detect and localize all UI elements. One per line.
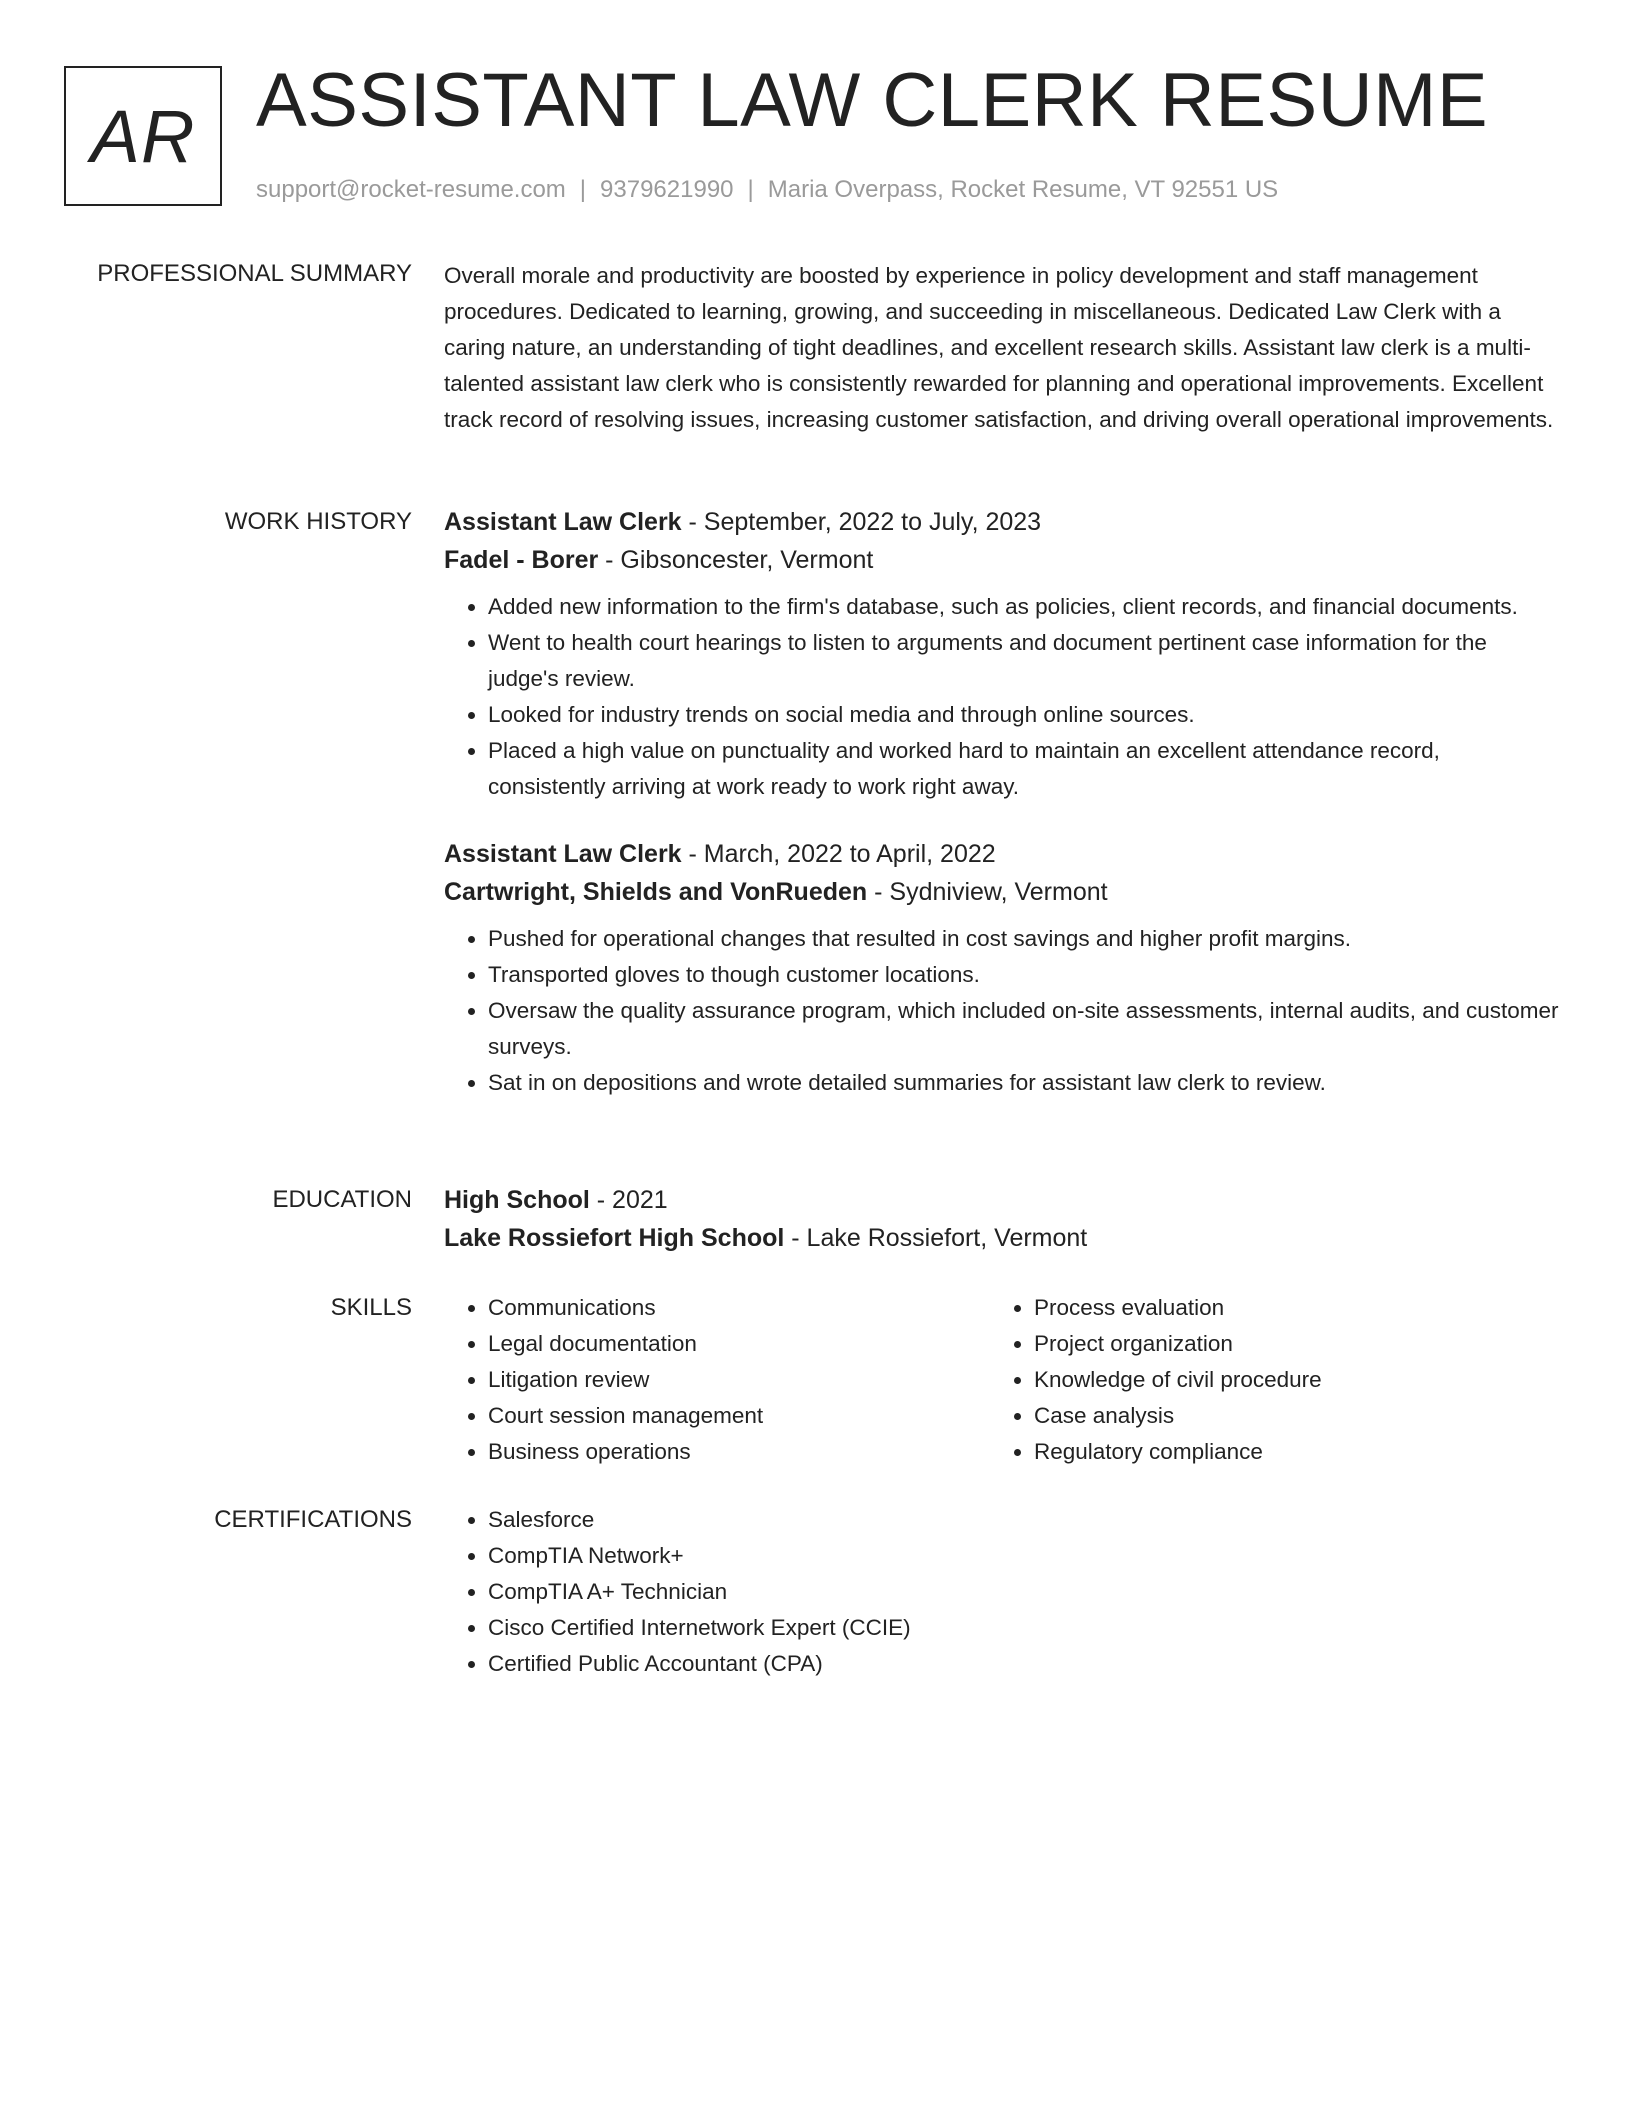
contact-email[interactable]: support@rocket-resume.com bbox=[256, 176, 566, 203]
job-company-line bbox=[444, 873, 1560, 911]
skill-item: • Knowledge of civil procedure bbox=[1034, 1362, 1536, 1398]
contact-separator: | bbox=[747, 176, 754, 203]
job-location: - Gibsoncester, Vermont bbox=[598, 546, 874, 574]
job-location: - Sydniview, Vermont bbox=[867, 878, 1108, 906]
certification-item: • Cisco Certified Internetwork Expert (CCIE) bbox=[488, 1610, 1388, 1646]
skill-item: • Litigation review bbox=[488, 1362, 990, 1398]
job-bullet: • Oversaw the quality assurance program, which included on-site assessments, internal audits, and customer surveys. bbox=[488, 993, 1560, 1065]
section-label-summary: PROFESSIONAL SUMMARY bbox=[97, 260, 412, 287]
education-school-line bbox=[444, 1219, 1560, 1257]
monogram-badge: AR bbox=[64, 66, 222, 206]
contact-address: Maria Overpass, Rocket Resume, VT 92551 US bbox=[767, 176, 1279, 203]
contact-phone[interactable]: 9379621990 bbox=[600, 176, 734, 203]
skill-item: • Project organization bbox=[1034, 1326, 1536, 1362]
skill-item: • Case analysis bbox=[1034, 1398, 1536, 1434]
section-label-certifications: CERTIFICATIONS bbox=[214, 1506, 412, 1533]
contact-separator: | bbox=[579, 176, 587, 203]
job-bullet: • Looked for industry trends on social media and through online sources. bbox=[488, 697, 1560, 733]
skill-item: • Process evaluation bbox=[1034, 1290, 1536, 1326]
job-title: Assistant Law Clerk bbox=[444, 840, 682, 868]
job-bullet: • Placed a high value on punctuality and worked hard to maintain an excellent attendance record, consistently arriving at work ready to work right away. bbox=[488, 733, 1560, 805]
skill-item: • Court session management bbox=[488, 1398, 990, 1434]
job-bullet: • Pushed for operational changes that resulted in cost savings and higher profit margins. bbox=[488, 921, 1560, 957]
job-bullets bbox=[444, 921, 1560, 1101]
job-bullets bbox=[444, 589, 1560, 805]
job-title: Assistant Law Clerk bbox=[444, 508, 682, 536]
job-bullet: • Transported gloves to though customer locations. bbox=[488, 957, 1560, 993]
job-entry bbox=[444, 835, 1560, 1101]
certification-item: • CompTIA Network+ bbox=[488, 1538, 1388, 1574]
skill-item: • Communications bbox=[488, 1290, 990, 1326]
certification-item: • Salesforce bbox=[488, 1502, 1388, 1538]
job-dates: - March, 2022 to April, 2022 bbox=[681, 840, 996, 868]
skill-item: • Regulatory compliance bbox=[1034, 1434, 1536, 1470]
education-degree-line bbox=[444, 1181, 1560, 1219]
job-company-line bbox=[444, 541, 1560, 579]
summary-text: Overall morale and productivity are boosted by experience in policy development and staff management procedures. Dedicated to learning, growing, and succeeding in miscellaneous. Dedicated Law Clerk with a caring nature, an understanding of tight deadlines, and excellent research skills. Assistant law clerk is a multi-talented assistant law clerk who is consistently rewarded for planning and operational improvements. Excellent track record of resolving issues, increasing customer satisfaction, and driving overall operational improvements. bbox=[444, 263, 1554, 432]
section-label-education: EDUCATION bbox=[272, 1186, 412, 1213]
job-bullet: • Went to health court hearings to listen to arguments and document pertinent case information for the judge's review. bbox=[488, 625, 1560, 697]
certifications-list bbox=[444, 1502, 1388, 1682]
certifications-column bbox=[444, 1502, 1560, 1682]
job-company: Fadel - Borer bbox=[444, 546, 599, 574]
skill-item: • Legal documentation bbox=[488, 1326, 990, 1362]
skill-item: • Business operations bbox=[488, 1434, 990, 1470]
job-title-line bbox=[444, 503, 1560, 541]
section-label-work-history: WORK HISTORY bbox=[224, 508, 412, 535]
job-entry bbox=[444, 503, 1560, 805]
education-school: Lake Rossiefort High School bbox=[444, 1224, 785, 1252]
certification-item: • CompTIA A+ Technician bbox=[488, 1574, 1388, 1610]
job-title-line bbox=[444, 835, 1560, 873]
work-history-list bbox=[444, 503, 1560, 1101]
certification-item: • Certified Public Accountant (CPA) bbox=[488, 1646, 1388, 1682]
education-degree: High School bbox=[444, 1186, 590, 1214]
section-label-skills: SKILLS bbox=[330, 1294, 412, 1321]
job-dates: - September, 2022 to July, 2023 bbox=[681, 508, 1042, 536]
education-year: - 2021 bbox=[589, 1186, 668, 1214]
job-company: Cartwright, Shields and VonRueden bbox=[444, 878, 868, 906]
job-bullet: • Added new information to the firm's database, such as policies, client records, and financial documents. bbox=[488, 589, 1560, 625]
skills-list-right bbox=[990, 1290, 1536, 1470]
education-location: - Lake Rossiefort, Vermont bbox=[784, 1224, 1088, 1252]
contact-line bbox=[256, 174, 1278, 206]
job-bullet: • Sat in on depositions and wrote detailed summaries for assistant law clerk to review. bbox=[488, 1065, 1560, 1101]
skills-columns bbox=[444, 1290, 1560, 1470]
resume-title: ASSISTANT LAW CLERK RESUME bbox=[256, 58, 1489, 143]
skills-list-left bbox=[444, 1290, 990, 1470]
